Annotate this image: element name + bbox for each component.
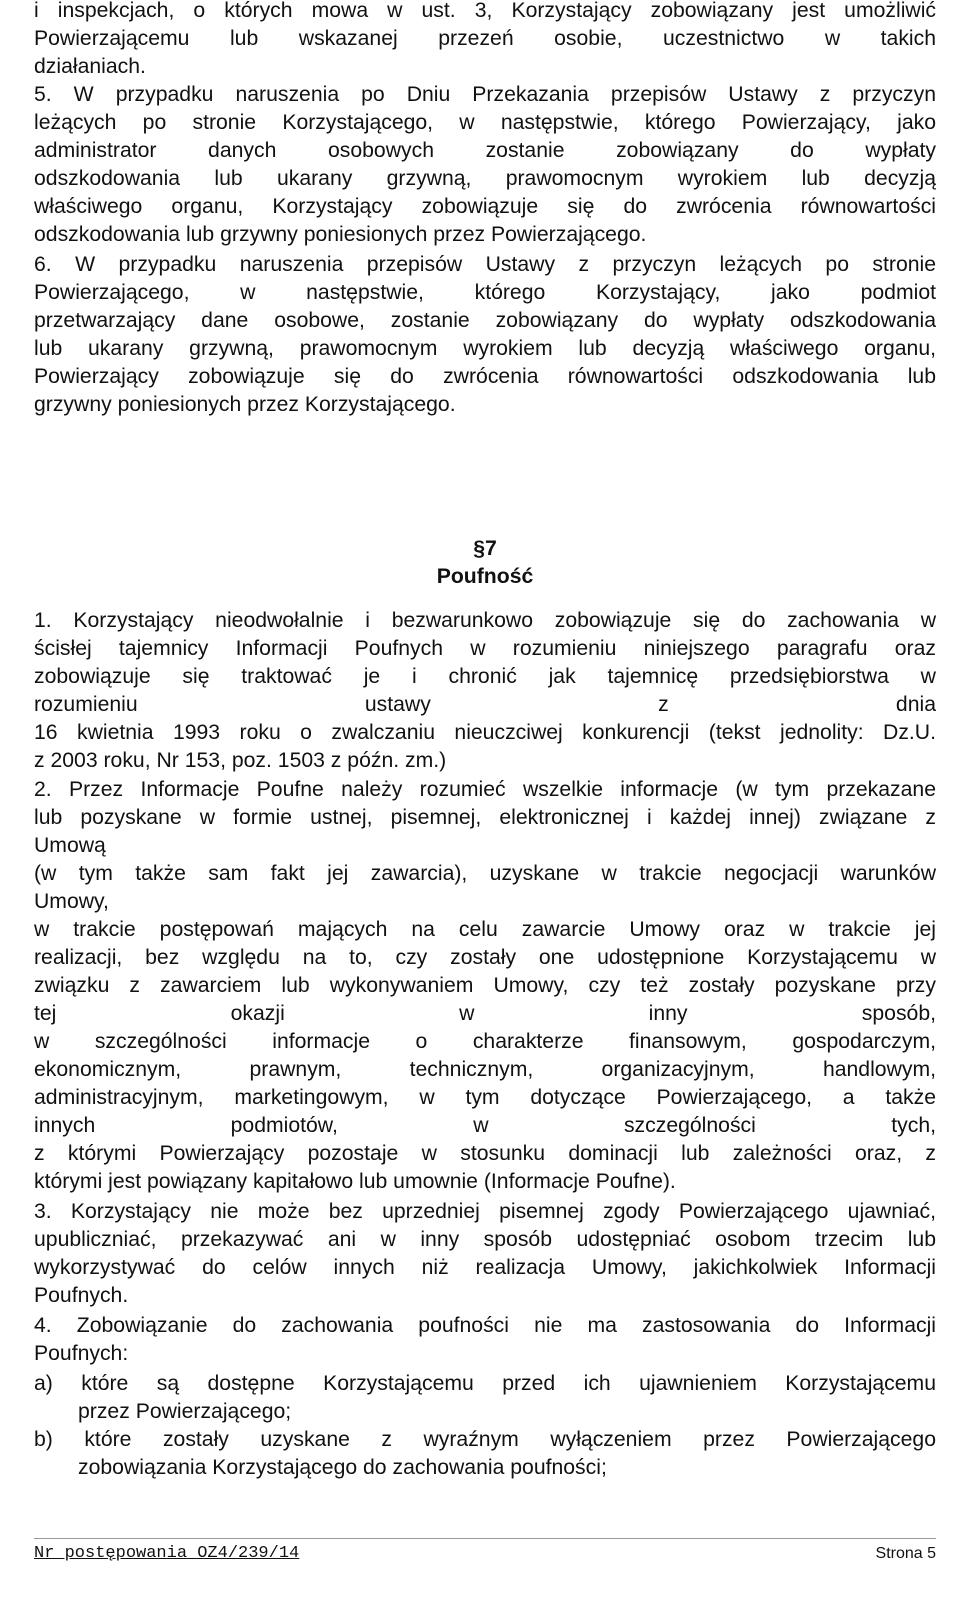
text-line: Umowy, [34,890,109,913]
text-line: Powierzającego, w następstwie, którego Korzystający, jako podmiot [34,281,936,304]
text-line: działaniach. [34,55,146,78]
text-line: z 2003 roku, Nr 153, poz. 1503 z późn. zm.) [34,749,447,772]
text-line: z którymi Powierzający pozostaje w stosunku dominacji lub zależności oraz, z [34,1142,936,1165]
text-line: 2. Przez Informacje Poufne należy rozumieć wszelkie informacje (w tym przekazane [34,778,936,801]
text-line: wykorzystywać do celów innych niż realizacja Umowy, jakichkolwiek Informacji [34,1256,936,1279]
footer-reference: Nr postępowania OZ4/239/14 [34,1544,300,1563]
footer-divider [34,1538,936,1539]
text-line: rozumieniu ustawy z dnia [34,693,936,716]
text-line: 5. W przypadku naruszenia po Dniu Przekazania przepisów Ustawy z przyczyn [34,83,936,106]
section-number: §7 [473,537,497,560]
text-line: odszkodowania lub grzywny poniesionych przez Powierzającego. [34,223,647,246]
text-line: tej okazji w inny sposób, [34,1002,936,1025]
text-line: Poufnych: [34,1342,129,1365]
text-line: zobowiązuje się traktować je i chronić jak tajemnicę przedsiębiorstwa w [34,665,936,688]
text-line: leżących po stronie Korzystającego, w następstwie, którego Powierzający, jako [34,111,936,134]
text-line: b) które zostały uzyskane z wyraźnym wyłączeniem przez Powierzającego [34,1428,936,1451]
text-line: zobowiązania Korzystającego do zachowania poufności; [78,1456,607,1479]
text-line: właściwego organu, Korzystający zobowiązuje się do zwrócenia równowartości [34,195,936,218]
text-line: którymi jest powiązany kapitałowo lub umownie (Informacje Poufne). [34,1170,676,1193]
text-line: innych podmiotów, w szczególności tych, [34,1114,936,1137]
text-line: 3. Korzystający nie może bez uprzedniej pisemnej zgody Powierzającego ujawniać, [34,1200,936,1223]
text-line: ekonomicznym, prawnym, technicznym, organizacyjnym, handlowym, [34,1058,936,1081]
text-line: 1. Korzystający nieodwołalnie i bezwarunkowo zobowiązuje się do zachowania w [34,609,936,632]
text-line: administrator danych osobowych zostanie zobowiązany do wypłaty [34,139,936,162]
section-title: Poufność [436,565,534,588]
text-line: związku z zawarciem lub wykonywaniem Umowy, czy też zostały pozyskane przy [34,974,936,997]
text-line: administracyjnym, marketingowym, w tym dotyczące Powierzającego, a także [34,1086,936,1109]
text-line: Powierzający zobowiązuje się do zwrócenia równowartości odszkodowania lub [34,365,936,388]
text-line: realizacji, bez względu na to, czy zostały one udostępnione Korzystającemu w [34,946,936,969]
text-line: Powierzającemu lub wskazanej przezeń osobie, uczestnictwo w takich [34,27,936,50]
text-line: w trakcie postępowań mających na celu zawarcie Umowy oraz w trakcie jej [34,918,936,941]
text-line: w szczególności informacje o charakterze finansowym, gospodarczym, [34,1030,936,1053]
text-line: 16 kwietnia 1993 roku o zwalczaniu nieuczciwej konkurencji (tekst jednolity: Dz.U. [34,721,936,744]
text-line: lub pozyskane w formie ustnej, pisemnej, elektronicznej i każdej innej) związane z [34,806,936,829]
text-line: grzywny poniesionych przez Korzystającego. [34,393,456,416]
text-line: (w tym także sam fakt jej zawarcia), uzyskane w trakcie negocjacji warunków [34,862,936,885]
text-line: przez Powierzającego; [78,1400,292,1423]
text-line: upubliczniać, przekazywać ani w inny sposób udostępniać osobom trzecim lub [34,1228,936,1251]
text-line: ścisłej tajemnicy Informacji Poufnych w rozumieniu niniejszego paragrafu oraz [34,637,936,660]
text-line: 6. W przypadku naruszenia przepisów Ustawy z przyczyn leżących po stronie [34,253,936,276]
text-line: Umową [34,834,106,857]
text-line: przetwarzający dane osobowe, zostanie zobowiązany do wypłaty odszkodowania [34,309,936,332]
text-line: lub ukarany grzywną, prawomocnym wyrokiem lub decyzją właściwego organu, [34,337,936,360]
text-line: odszkodowania lub ukarany grzywną, prawomocnym wyrokiem lub decyzją [34,167,936,190]
text-line: Poufnych. [34,1284,129,1307]
text-line: a) które są dostępne Korzystającemu przed ich ujawnieniem Korzystającemu [34,1372,936,1395]
text-line: 4. Zobowiązanie do zachowania poufności nie ma zastosowania do Informacji [34,1314,936,1337]
text-line: i inspekcjach, o których mowa w ust. 3, Korzystający zobowiązany jest umożliwić [34,0,936,22]
page-number: Strona 5 [875,1545,936,1562]
